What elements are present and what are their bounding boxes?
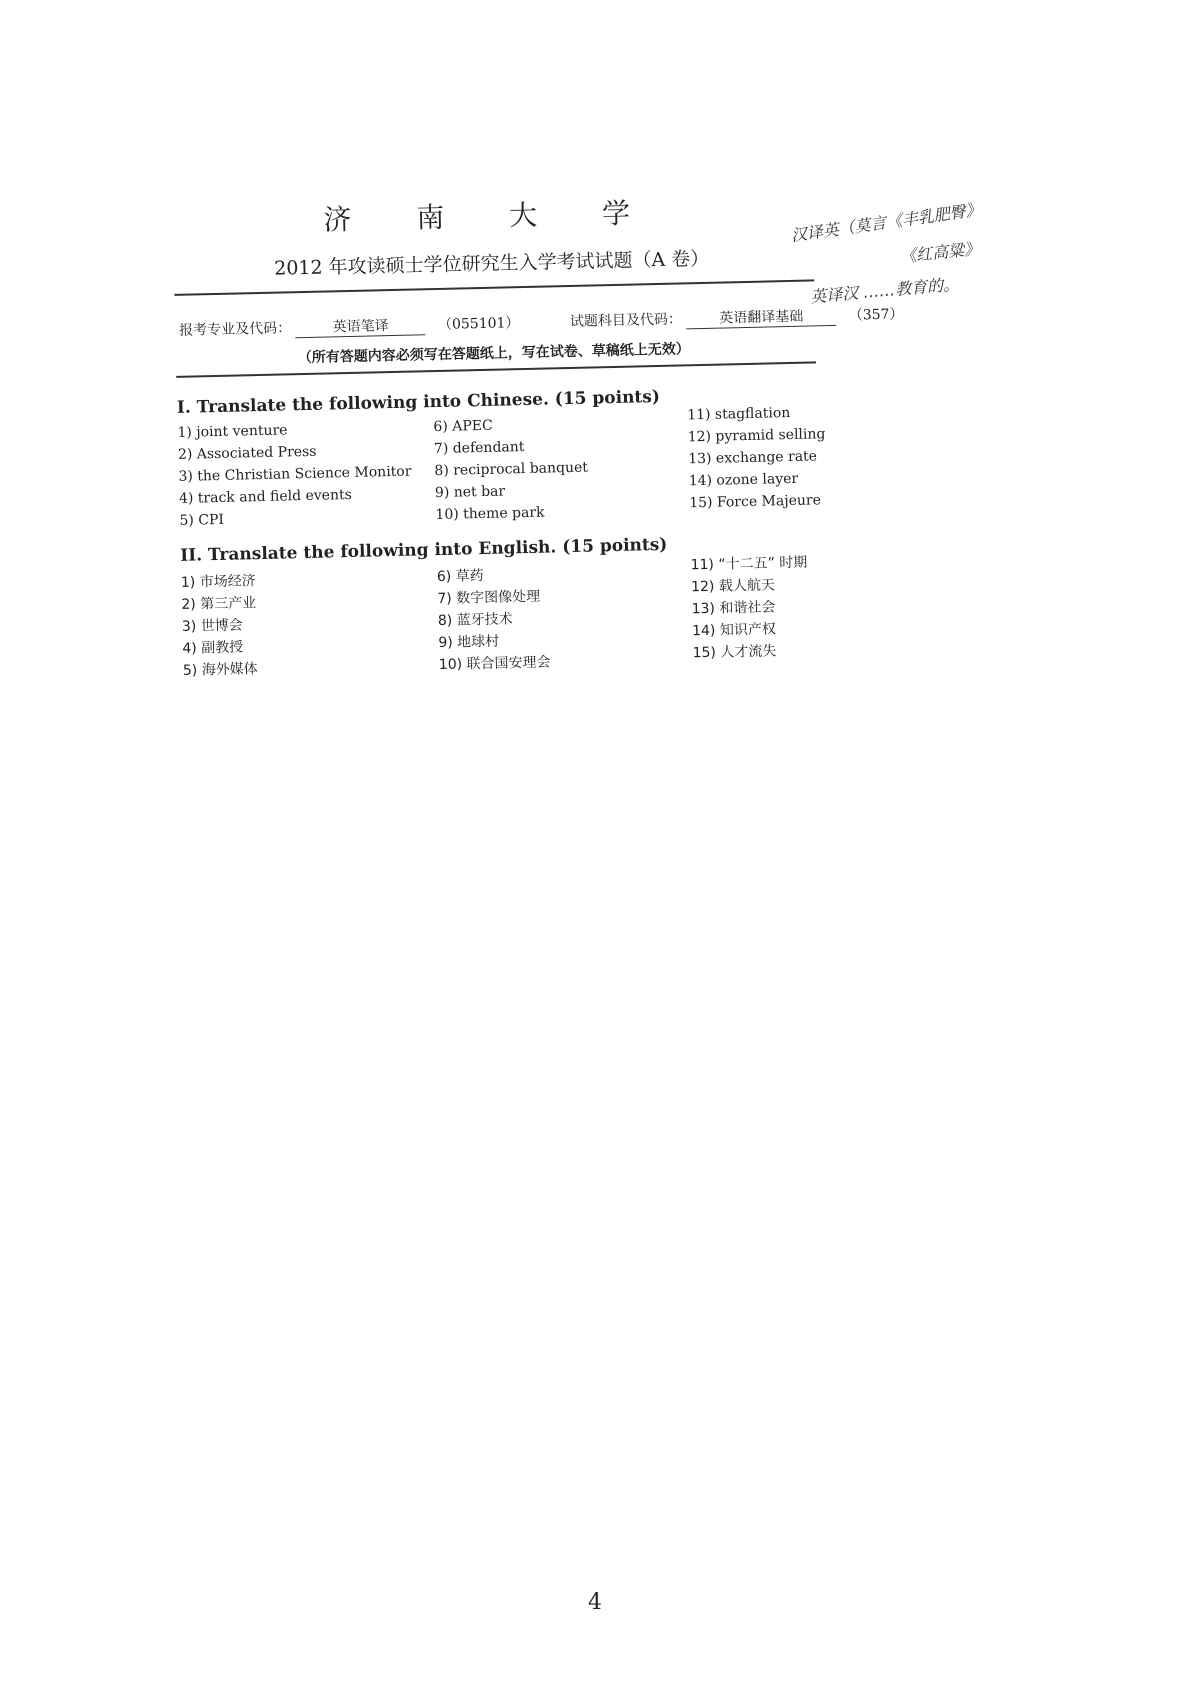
major-value: 英语笔译 bbox=[295, 314, 425, 338]
list-item: 9) 地球村 bbox=[438, 633, 500, 652]
list-item: 9) net bar bbox=[434, 483, 506, 502]
section1-col3 bbox=[687, 401, 827, 514]
list-item: 6) APEC bbox=[433, 417, 493, 436]
list-item: 15) 人才流失 bbox=[692, 643, 777, 662]
list-item: 14) ozone layer bbox=[688, 470, 799, 490]
handwritten-note-1: 汉译英（莫言《丰乳肥臀》 bbox=[789, 199, 983, 246]
list-item: 12) 载人航天 bbox=[690, 577, 776, 596]
list-item: 1) 市场经济 bbox=[180, 573, 256, 591]
list-item: 10) theme park bbox=[435, 504, 545, 524]
list-item: 8) 蓝牙技术 bbox=[437, 611, 513, 630]
list-item: 6) 草药 bbox=[436, 567, 484, 586]
exam-title: 2012 年攻读硕士学位研究生入学考试试题（A 卷） bbox=[273, 247, 710, 280]
subject-code: （357） bbox=[848, 306, 904, 324]
list-item: 11) stagflation bbox=[687, 404, 791, 424]
list-item: 2) 第三产业 bbox=[181, 595, 257, 613]
list-item: 2) Associated Press bbox=[177, 443, 317, 463]
major-label: 报考专业及代码： bbox=[179, 320, 292, 339]
section1-col1 bbox=[177, 417, 412, 532]
list-item: 4) track and field events bbox=[178, 486, 353, 507]
list-item: 10) 联合国安理会 bbox=[438, 654, 551, 674]
list-item: 12) pyramid selling bbox=[687, 426, 826, 446]
header-divider bbox=[174, 279, 814, 296]
list-item: 13) 和谐社会 bbox=[691, 599, 776, 618]
handwritten-note-2: 《红高粱》 bbox=[899, 238, 981, 267]
university-name: 济 南 大 学 bbox=[322, 195, 659, 237]
subject-label: 试题科目及代码： bbox=[569, 311, 683, 330]
list-item: 4) 副教授 bbox=[182, 639, 244, 657]
handwritten-note-3: 英译汉 ……教育的。 bbox=[809, 274, 960, 307]
list-item: 15) Force Majeure bbox=[689, 492, 822, 512]
list-item: 1) joint venture bbox=[177, 422, 288, 441]
list-item: 14) 知识产权 bbox=[691, 621, 777, 640]
list-item: 11) “十二五” 时期 bbox=[690, 554, 808, 574]
list-item: 3) 世博会 bbox=[181, 617, 243, 635]
answer-notice: （所有答题内容必须写在答题纸上，写在试卷、草稿纸上无效） bbox=[297, 341, 690, 367]
list-item: 7) defendant bbox=[433, 439, 525, 458]
exam-sheet bbox=[170, 174, 903, 750]
list-item: 13) exchange rate bbox=[688, 448, 818, 468]
section1-col2 bbox=[433, 413, 589, 526]
page-number: 4 bbox=[588, 1590, 602, 1615]
section2-col1 bbox=[181, 570, 258, 682]
section1-title: I. Translate the following into Chinese. (15 points) bbox=[176, 386, 661, 418]
list-item: 8) reciprocal banquet bbox=[434, 459, 589, 480]
section2-col2 bbox=[437, 564, 551, 677]
list-item: 5) CPI bbox=[179, 511, 225, 529]
section2-title: II. Translate the following into English. (15 points) bbox=[180, 534, 668, 566]
list-item: 3) the Christian Science Monitor bbox=[178, 463, 412, 485]
section2-col3 bbox=[690, 552, 809, 665]
major-code: （055101） bbox=[437, 315, 520, 333]
list-item: 5) 海外媒体 bbox=[182, 661, 258, 679]
list-item: 7) 数字图像处理 bbox=[437, 588, 541, 608]
subject-value: 英语翻译基础 bbox=[686, 305, 836, 329]
